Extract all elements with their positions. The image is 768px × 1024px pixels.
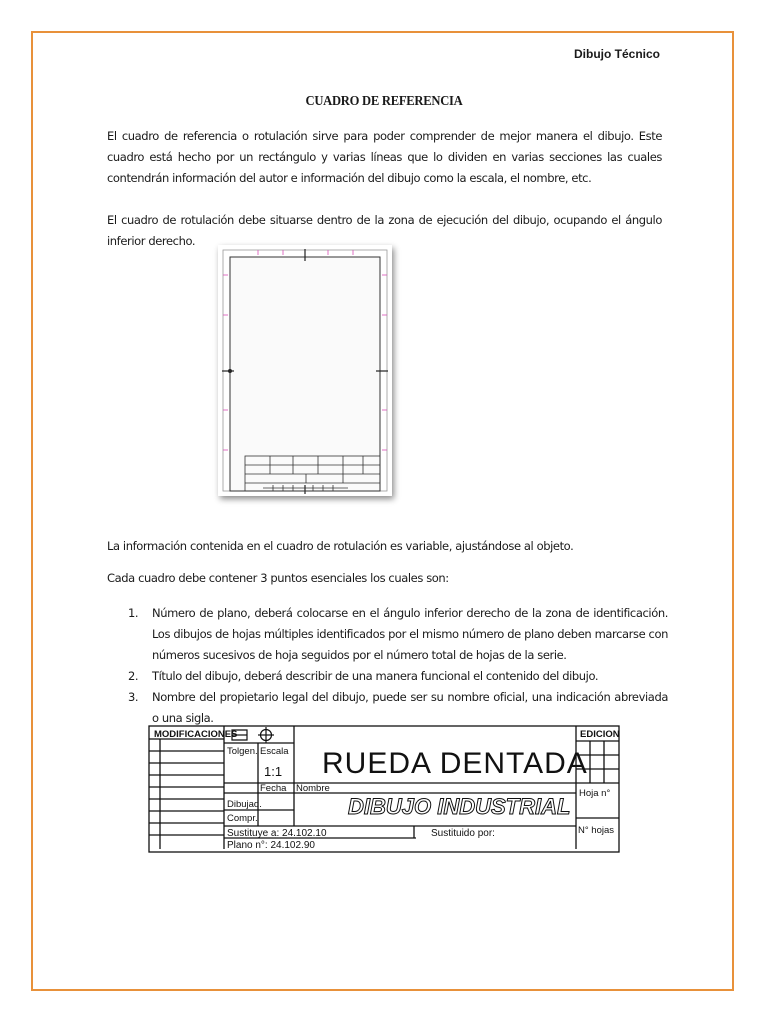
sustituido-label: Sustituido por: [431,828,495,839]
title-block-drawing [146,723,622,855]
list-text: Nombre del propietario legal del dibujo, puede ser su nombre oficial, una indicación abreviada o una sigla. [152,690,668,725]
dibujado-label: Dibujad. [227,799,262,810]
comprobado-label: Compr. [227,813,258,824]
list-number: 1. [128,606,139,620]
edicion-label: EDICION [580,729,620,740]
paragraph-variable: La información contenida en el cuadro de rotulación es variable, ajustándose al objeto. [107,539,574,553]
sustituye-label: Sustituye a: 24.102.10 [227,828,327,839]
essential-points-list [128,603,668,729]
hoja-label: Hoja n° [579,788,611,799]
paragraph-intro: El cuadro de referencia o rotulación sirve para poder comprender de mejor manera el dibujo. Este cuadro está hecho por un rectángulo y varias líneas que lo dividen en varias secciones las cuales contendrán información del autor e información del dibujo como la escala, el nombre, etc. [107,129,662,185]
list-text: Título del dibujo, deberá describir de una manera funcional el contenido del dibujo. [152,669,599,683]
drawing-subtitle: DIBUJO INDUSTRIAL [348,794,571,819]
list-item [128,666,668,687]
list-item [128,603,668,666]
escala-label: Escala [260,746,289,757]
modificaciones-label: MODIFICACIONES [154,729,238,740]
crosshair-symbol-icon [258,727,274,743]
header-subject: Dibujo Técnico [573,47,660,61]
title-block-example [146,723,622,855]
center-dot [228,369,232,373]
num-hojas-label: N° hojas [578,825,615,836]
list-number: 2. [128,669,139,683]
fecha-label: Fecha [260,783,287,794]
document-title: CUADRO DE REFERENCIA [305,94,463,109]
sheet-drawing [218,245,392,496]
list-number: 3. [128,690,139,704]
escala-value: 1:1 [264,764,283,779]
drawing-title: RUEDA DENTADA [322,747,588,780]
list-text: Número de plano, deberá colocarse en el ángulo inferior derecho de la zona de identificación. Los dibujos de hojas múltiples identificados por el mismo número de plano deben marcarse con números sucesivos de hoja seguidos por el número total de hojas de la serie. [152,606,668,662]
plano-label: Plano n°: 24.102.90 [227,840,315,851]
sheet-illustration [218,245,392,496]
paragraph-points: Cada cuadro debe contener 3 puntos esenciales los cuales son: [107,571,449,585]
nombre-label: Nombre [296,783,330,794]
paragraph-location: El cuadro de rotulación debe situarse dentro de la zona de ejecución del dibujo, ocupando el ángulo inferior derecho. [107,213,662,248]
tolgen-label: Tolgen. [227,746,258,757]
